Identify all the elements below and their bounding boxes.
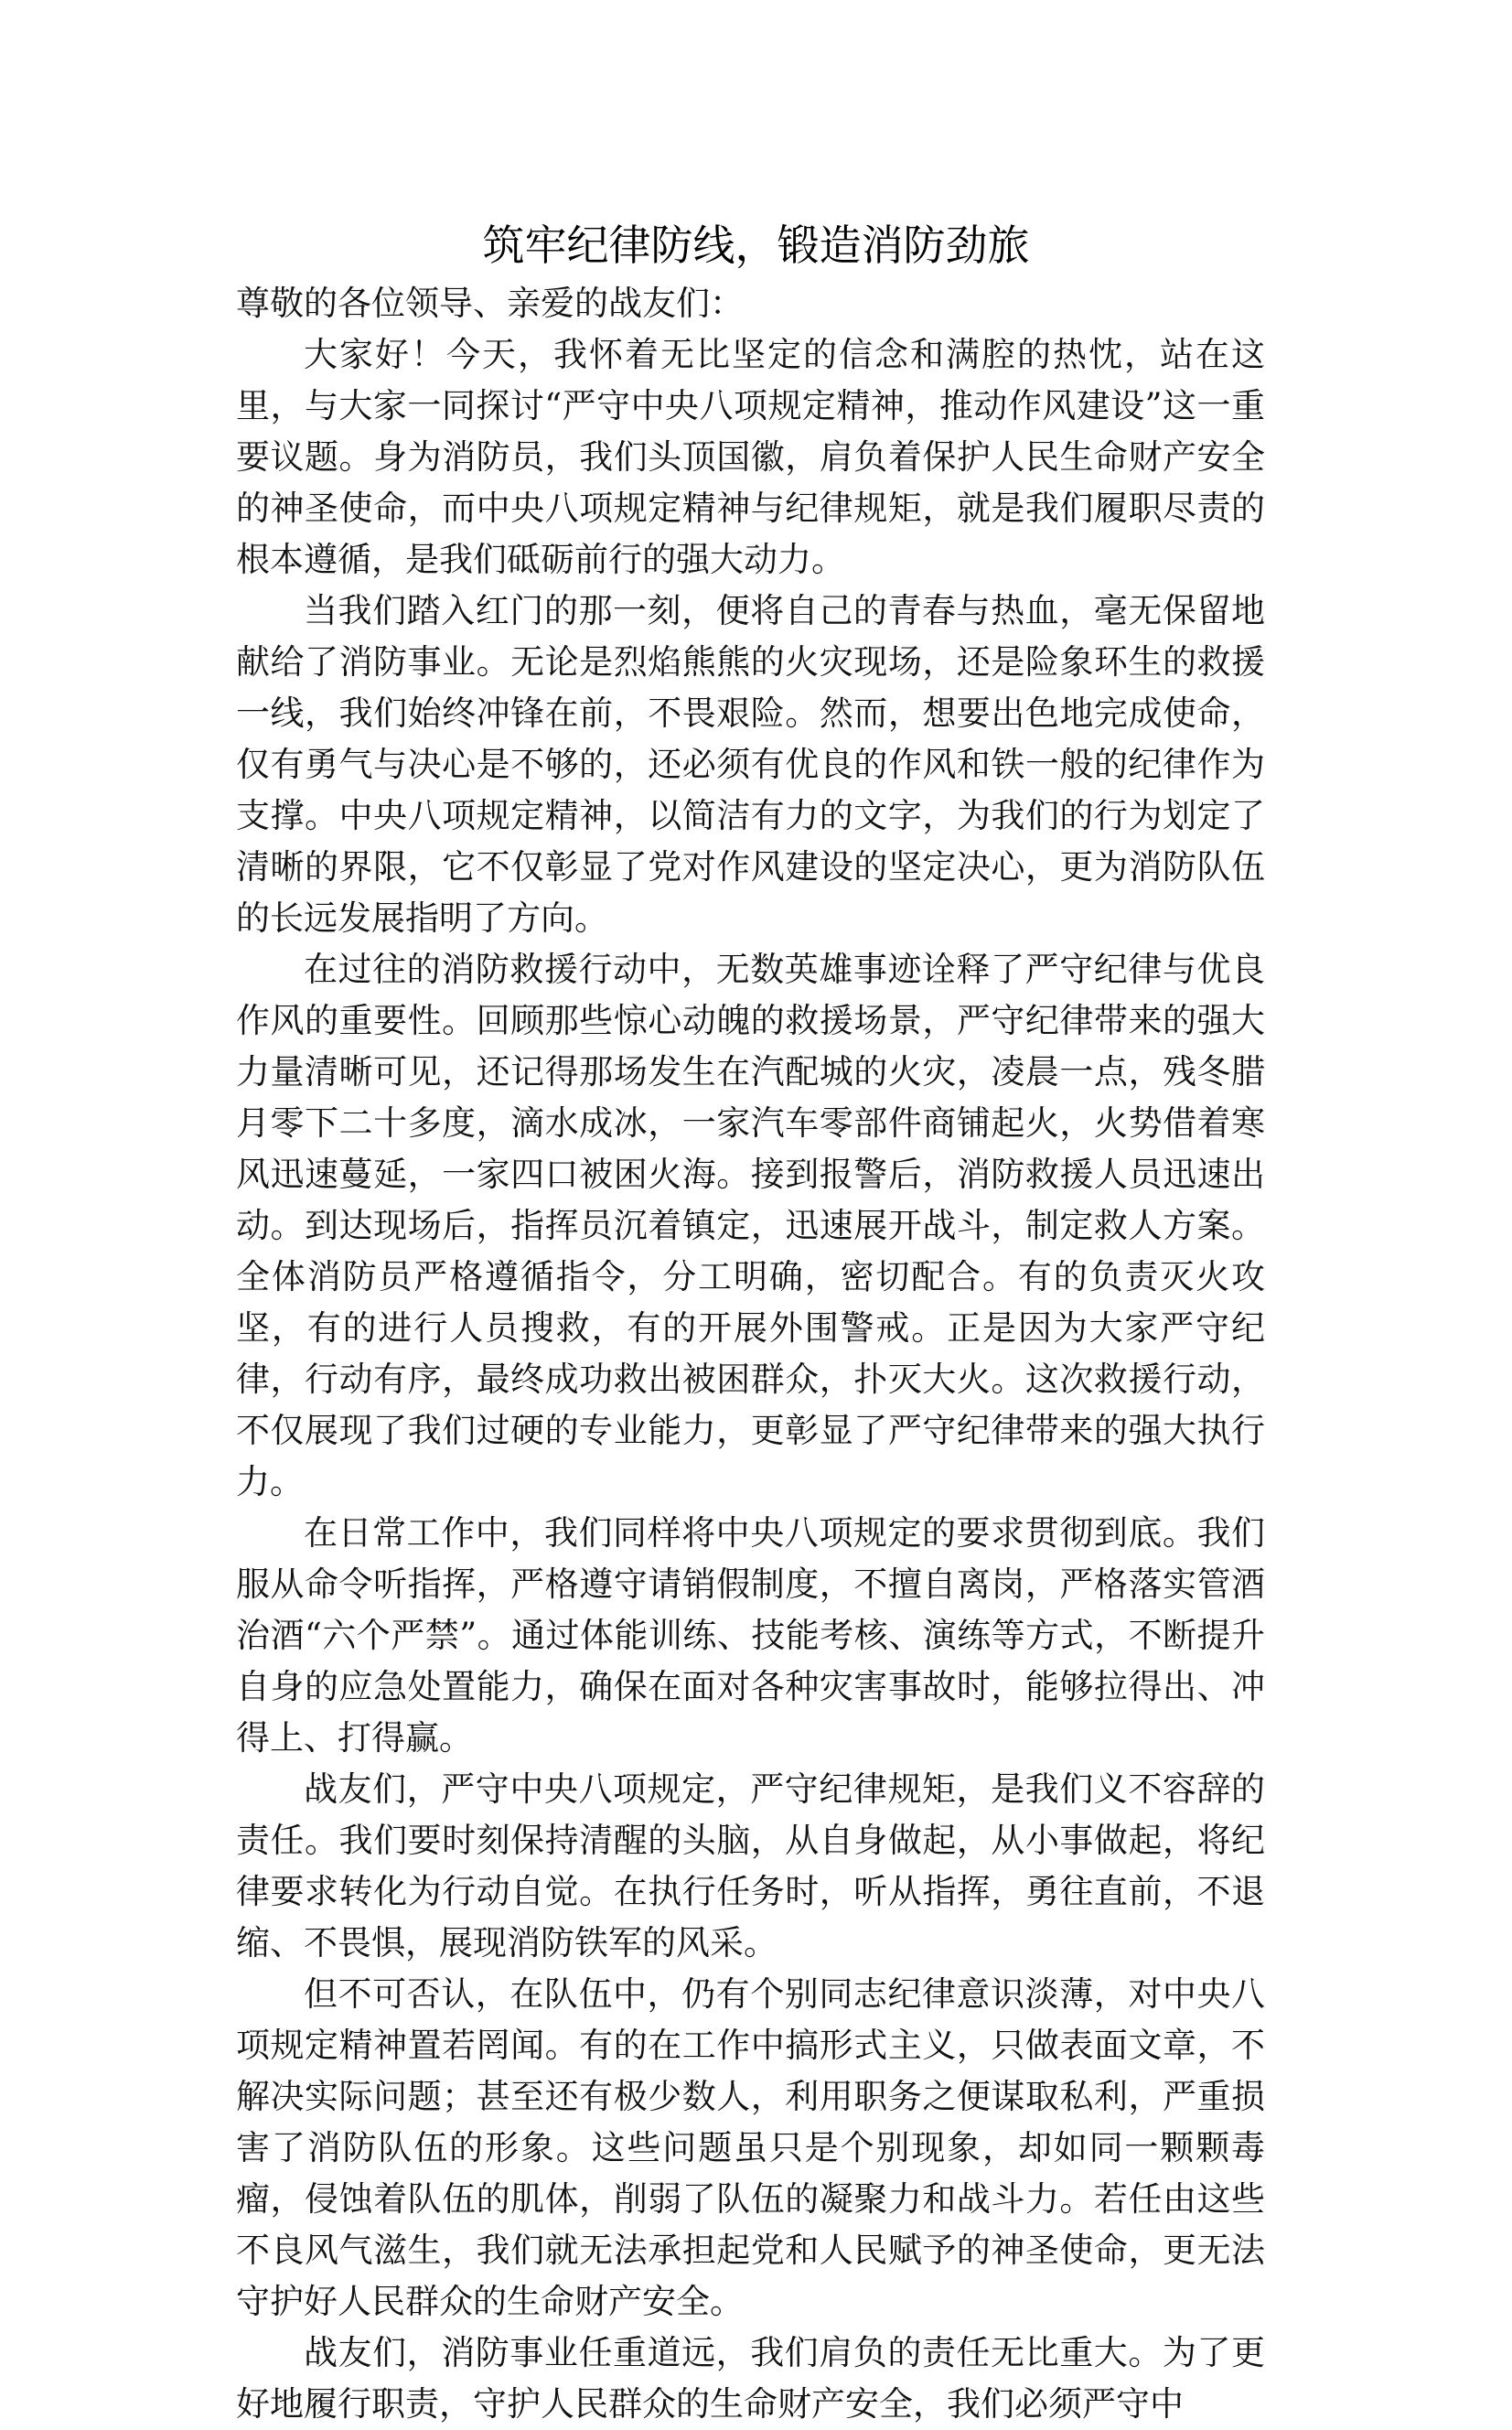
paragraph: 战友们，严守中央八项规定，严守纪律规矩，是我们义不容辞的责任。我们要时刻保持清醒的头脑，从自身做起，从小事做起，将纪律要求转化为行动自觉。在执行任务时，听从指挥，勇往直前，不退缩、不畏惧，展现消防铁军的风采。 xyxy=(236,1769,1265,1962)
document-title: 筑牢纪律防线，锻造消防劲旅 xyxy=(482,220,1030,270)
document-body xyxy=(236,278,1265,2430)
paragraph: 在日常工作中，我们同样将中央八项规定的要求贯彻到底。我们服从命令听指挥，严格遵守请销假制度，不擅自离岗，严格落实管酒治酒“六个严禁”。通过体能训练、技能考核、演练等方式，不断提升自身的应急处置能力，确保在面对各种灾害事故时，能够拉得出、冲得上、打得赢。 xyxy=(236,1513,1265,1758)
paragraph: 战友们，消防事业任重道远，我们肩负的责任无比重大。为了更好地履行职责，守护人民群众的生命财产安全，我们必须严守中 xyxy=(236,2333,1265,2424)
paragraph: 在过往的消防救援行动中，无数英雄事迹诠释了严守纪律与优良作风的重要性。回顾那些惊心动魄的救援场景，严守纪律带来的强大力量清晰可见，还记得那场发生在汽配城的火灾，凌晨一点，残冬腊月零下二十多度，滴水成冰，一家汽车零部件商铺起火，火势借着寒风迅速蔓延，一家四口被困火海。接到报警后，消防救援人员迅速出动。到达现场后，指挥员沉着镇定，迅速展开战斗，制定救人方案。全体消防员严格遵循指令，分工明确，密切配合。有的负责灭火攻坚，有的进行人员搜救，有的开展外围警戒。正是因为大家严守纪律，行动有序，最终成功救出被困群众，扑灭大火。这次救援行动，不仅展现了我们过硬的专业能力，更彰显了严守纪律带来的强大执行力。 xyxy=(236,950,1265,1501)
paragraph: 大家好！今天，我怀着无比坚定的信念和满腔的热忱，站在这里，与大家一同探讨“严守中央八项规定精神，推动作风建设”这一重要议题。身为消防员，我们头顶国徽，肩负着保护人民生命财产安全的神圣使命，而中央八项规定精神与纪律规矩，就是我们履职尽责的根本遵循，是我们砥砺前行的强大动力。 xyxy=(236,335,1265,579)
paragraph: 但不可否认，在队伍中，仍有个别同志纪律意识淡薄，对中央八项规定精神置若罔闻。有的在工作中搞形式主义，只做表面文章，不解决实际问题；甚至还有极少数人，利用职务之便谋取私利，严重损害了消防队伍的形象。这些问题虽只是个别现象，却如同一颗颗毒瘤，侵蚀着队伍的肌体，削弱了队伍的凝聚力和战斗力。若任由这些不良风气滋生，我们就无法承担起党和人民赋予的神圣使命，更无法守护好人民群众的生命财产安全。 xyxy=(236,1974,1265,2321)
salutation: 尊敬的各位领导、亲爱的战友们： xyxy=(236,284,744,323)
paragraph: 当我们踏入红门的那一刻，便将自己的青春与热血，毫无保留地献给了消防事业。无论是烈焰熊熊的火灾现场，还是险象环生的救援一线，我们始终冲锋在前，不畏艰险。然而，想要出色地完成使命，仅有勇气与决心是不够的，还必须有优良的作风和铁一般的纪律作为支撑。中央八项规定精神，以简洁有力的文字，为我们的行为划定了清晰的界限，它不仅彰显了党对作风建设的坚定决心，更为消防队伍的长远发展指明了方向。 xyxy=(236,591,1265,938)
